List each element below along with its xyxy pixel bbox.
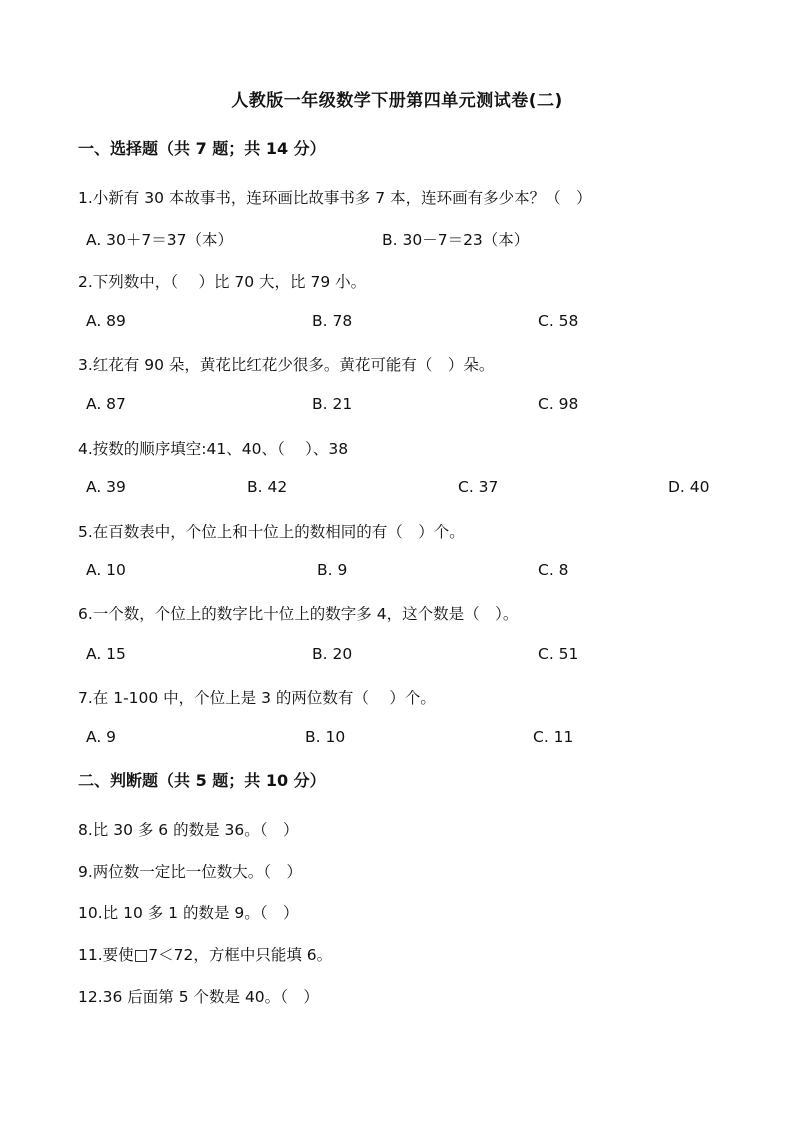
question-1: 1.小新有 30 本故事书，连环画比故事书多 7 本，连环画有多少本？（ ） (78, 189, 592, 207)
question-5-option-c: C. 8 (538, 561, 569, 579)
question-3-option-c: C. 98 (538, 395, 579, 413)
question-10: 10.比 10 多 1 的数是 9。（ ） (78, 904, 299, 922)
question-4-option-a: A. 39 (86, 478, 126, 496)
page-title: 人教版一年级数学下册第四单元测试卷(二) (231, 91, 563, 111)
question-7: 7.在 1-100 中，个位上是 3 的两位数有（ ）个。 (78, 689, 436, 707)
question-6: 6.一个数，个位上的数字比十位上的数字多 4，这个数是（ ）。 (78, 605, 519, 623)
question-3-option-a: A. 87 (86, 395, 126, 413)
question-5: 5.在百数表中，个位上和十位上的数相同的有（ ）个。 (78, 523, 465, 541)
question-4: 4.按数的顺序填空:41、40、（ ）、38 (78, 440, 349, 458)
question-2-option-b: B. 78 (312, 312, 353, 330)
question-2-option-a: A. 89 (86, 312, 126, 330)
question-1-option-a: A. 30＋7＝37（本） (86, 231, 233, 249)
question-5-option-a: A. 10 (86, 561, 126, 579)
question-4-option-d: D. 40 (668, 478, 710, 496)
question-8: 8.比 30 多 6 的数是 36。（ ） (78, 821, 299, 839)
question-11: 11.要使□7＜72，方框中只能填 6。 (78, 946, 333, 964)
question-9: 9.两位数一定比一位数大。（ ） (78, 863, 303, 881)
question-2-option-c: C. 58 (538, 312, 579, 330)
question-6-option-a: A. 15 (86, 645, 126, 663)
question-3: 3.红花有 90 朵，黄花比红花少很多。黄花可能有（ ）朵。 (78, 356, 495, 374)
question-12: 12.36 后面第 5 个数是 40。（ ） (78, 988, 319, 1006)
question-7-option-a: A. 9 (86, 728, 117, 746)
question-4-option-b: B. 42 (247, 478, 288, 496)
question-2: 2.下列数中，（ ）比 70 大，比 79 小。 (78, 273, 367, 291)
question-7-option-c: C. 11 (533, 728, 574, 746)
question-1-option-b: B. 30－7＝23（本） (382, 231, 530, 249)
section-heading-judgment: 二、判断题（共 5 题；共 10 分） (78, 771, 326, 790)
question-5-option-b: B. 9 (317, 561, 348, 579)
question-3-option-b: B. 21 (312, 395, 353, 413)
question-7-option-b: B. 10 (305, 728, 346, 746)
question-6-option-c: C. 51 (538, 645, 579, 663)
question-4-option-c: C. 37 (458, 478, 499, 496)
section-heading-choice: 一、选择题（共 7 题；共 14 分） (78, 139, 326, 158)
question-6-option-b: B. 20 (312, 645, 353, 663)
